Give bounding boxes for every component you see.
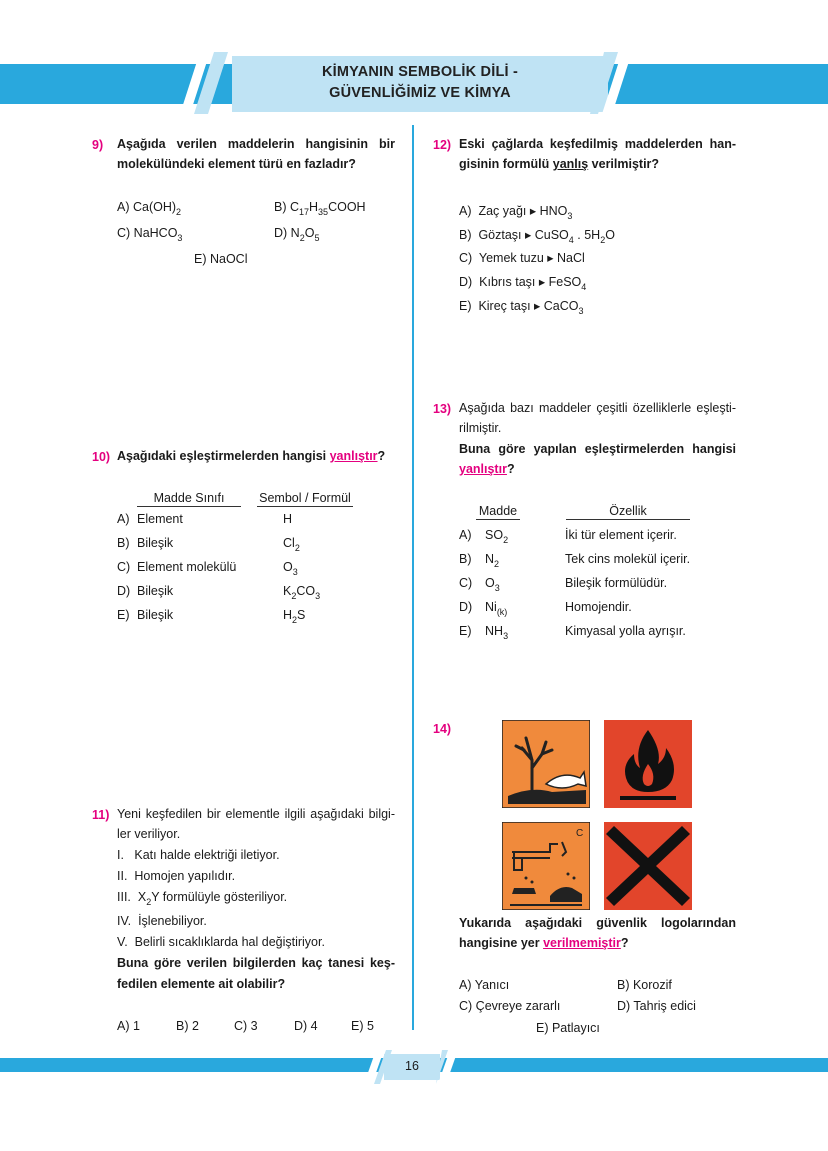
q9-option-d-mid: O: [304, 226, 315, 240]
q13-row-d-sub: (k): [496, 607, 508, 617]
q14-option-b[interactable]: B) Korozif: [617, 978, 672, 992]
q11-option-c[interactable]: C) 3: [234, 1019, 258, 1033]
q9-option-d-sub2: 5: [314, 233, 320, 243]
q11-text-line2: ler veriliyor.: [117, 827, 181, 841]
q13-row-e-formula: NH: [485, 624, 504, 638]
q10-formula-d: [283, 584, 320, 601]
q12-option-a-text: A) Zaç yağı ▸ HNO: [459, 204, 568, 218]
q12-option-b-sub2: 2: [600, 235, 606, 245]
q13-prop-c: Bileşik formülüdür.: [565, 576, 668, 590]
q13-text-line1: Aşağıda bazı maddeler çeşitli özelliklerle eşleşti-: [459, 401, 736, 415]
q13-row-b-formula: N: [485, 552, 495, 566]
q10-formula-d-sub1: 2: [291, 591, 297, 601]
q14-question-line1: Yukarıda aşağıdaki güvenlik logolarından: [459, 916, 736, 930]
q13-question-line1: Buna göre yapılan eşleştirmelerden hangisi: [459, 442, 736, 456]
q12-text-highlight: yanlış: [552, 157, 589, 171]
q11-option-a[interactable]: A) 1: [117, 1019, 140, 1033]
q10-formula-a: H: [283, 512, 293, 526]
column-divider: [412, 125, 414, 1030]
q11-item-4: IV. İşlenebiliyor.: [117, 914, 207, 928]
q10-formula-b-main: Cl: [283, 536, 295, 550]
q10-formula-b: [283, 536, 300, 553]
q12-text-post: verilmiştir?: [588, 157, 660, 171]
q9-option-b-text: B) C: [274, 200, 299, 214]
q12-option-e-text: E) Kireç taşı ▸ CaCO: [459, 299, 579, 313]
q11-item-3-sub: 2: [146, 897, 152, 907]
q14-question-post: ?: [620, 936, 629, 950]
header-slash-left: [180, 52, 240, 114]
q13-row-d[interactable]: [459, 600, 507, 617]
q14-number: 14): [433, 722, 452, 736]
q13-row-c-formula: O: [485, 576, 495, 590]
q12-option-d[interactable]: [459, 274, 586, 292]
q14-question-pre: hangisine yer: [459, 936, 544, 950]
q12-option-b-sub: 4: [568, 235, 574, 245]
q9-option-a-sub: 2: [176, 207, 182, 217]
q10-formula-e-h: H: [283, 608, 293, 622]
svg-text:C: C: [576, 828, 584, 839]
q12-option-a[interactable]: [459, 203, 572, 221]
q13-row-e-letter: E): [459, 624, 472, 638]
q10-row-d[interactable]: [117, 584, 173, 598]
q10-formula-c-main: O: [283, 560, 293, 574]
q11-number: 11): [92, 808, 110, 822]
q9-option-b-mid: H: [309, 200, 319, 214]
q10-row-a-letter: A): [117, 512, 130, 526]
page-title-line1: KİMYANIN SEMBOLİK DİLİ -: [322, 64, 518, 80]
q10-row-b-letter: B): [117, 536, 130, 550]
q14-question-line2: [459, 933, 629, 953]
q9-option-a-text: A) Ca(OH): [117, 200, 177, 214]
q12-option-a-sub: 3: [567, 211, 573, 221]
q10-formula-d-sub2: 3: [315, 591, 321, 601]
q9-option-d-sub1: 2: [299, 233, 305, 243]
q11-text-line1: Yeni keşfedilen bir elementle ilgili aşağıdaki bilgi-: [117, 807, 395, 821]
flammable-icon: [604, 720, 692, 808]
q10-row-b-class: Bileşik: [137, 536, 174, 550]
q11-option-e[interactable]: E) 5: [351, 1019, 374, 1033]
q12-option-b-end: O: [605, 228, 615, 242]
q13-row-a-formula: SO: [485, 528, 504, 542]
q9-option-b-sub2: 35: [318, 207, 329, 217]
q9-option-a[interactable]: [117, 200, 181, 217]
q14-option-a[interactable]: A) Yanıcı: [459, 978, 510, 992]
page-number: 16: [405, 1059, 419, 1073]
q10-row-a[interactable]: [117, 512, 183, 526]
q13-number: 13): [433, 402, 452, 416]
q11-item-1: I. Katı halde elektriği iletiyor.: [117, 848, 280, 862]
q9-option-d[interactable]: [274, 226, 319, 243]
q13-text-line2: rilmiştir.: [459, 421, 502, 435]
q13-row-a-sub: 2: [503, 535, 509, 545]
q10-formula-e: [283, 608, 305, 625]
q11-question-line1: Buna göre verilen bilgilerden kaç tanesi keş-: [117, 956, 395, 970]
q9-text-line2: molekülündeki element türü en fazladır?: [117, 157, 356, 171]
q13-prop-e: Kimyasal yolla ayrışır.: [565, 624, 686, 638]
q13-question-highlight: yanlıştır: [459, 462, 507, 476]
q10-row-e[interactable]: [117, 608, 173, 622]
q10-row-c-letter: C): [117, 560, 131, 574]
q14-question-highlight: verilmemiştir: [543, 936, 621, 950]
q10-text-pre: Aşağıdaki eşleştirmelerden hangisi: [117, 449, 330, 463]
q12-option-d-sub: 4: [581, 282, 587, 292]
q11-option-d[interactable]: D) 4: [294, 1019, 318, 1033]
q13-prop-a: İki tür element içerir.: [565, 528, 677, 542]
q13-row-c-letter: C): [459, 576, 473, 590]
q10-row-d-class: Bileşik: [137, 584, 174, 598]
q10-row-e-letter: E): [117, 608, 130, 622]
q10-col1-header: Madde Sınıfı: [137, 491, 241, 507]
q10-col2-header: Sembol / Formül: [257, 491, 353, 507]
q13-row-b-sub: 2: [494, 559, 500, 569]
q12-text-line1: Eski çağlarda keşfedilmiş maddelerden han-: [459, 137, 736, 151]
header-slash-right: [590, 52, 650, 114]
q13-col2-header: Özellik: [566, 504, 690, 520]
q9-text-line1: Aşağıda verilen maddelerin hangisinin bir: [117, 137, 395, 151]
q9-option-b-end: COOH: [328, 200, 366, 214]
q13-row-a-letter: A): [459, 528, 472, 542]
page-title-line2: GÜVENLİĞİMİZ VE KİMYA: [329, 85, 511, 101]
q10-row-d-letter: D): [117, 584, 131, 598]
q9-option-e[interactable]: E) NaOCl: [194, 252, 248, 266]
q13-row-b-letter: B): [459, 552, 472, 566]
q9-number: 9): [92, 138, 104, 152]
q10-text-highlight: yanlıştır: [329, 449, 378, 463]
q13-row-c[interactable]: [459, 576, 500, 593]
q12-option-c[interactable]: C) Yemek tuzu ▸ NaCl: [459, 251, 585, 265]
q13-prop-b: Tek cins molekül içerir.: [565, 552, 691, 566]
q10-row-b[interactable]: [117, 536, 173, 550]
q10-row-c[interactable]: [117, 560, 236, 574]
q10-formula-d-co: CO: [296, 584, 316, 598]
q10-formula-e-sub: 2: [292, 615, 298, 625]
q10-row-e-class: Bileşik: [137, 608, 174, 622]
q13-row-d-formula: Ni: [485, 600, 497, 614]
q12-option-b[interactable]: [459, 227, 615, 245]
q13-question-line2: [459, 459, 515, 479]
q10-formula-e-s: S: [297, 608, 306, 622]
q11-item-3-pre: III. X: [117, 890, 147, 904]
q10-formula-d-k: K: [283, 584, 292, 598]
q14-option-c[interactable]: C) Çevreye zararlı: [459, 999, 561, 1013]
q11-item-3: [117, 887, 287, 912]
q12-option-d-text: D) Kıbrıs taşı ▸ FeSO: [459, 275, 582, 289]
q10-formula-b-sub: 2: [294, 543, 300, 553]
q12-option-e-sub: 3: [578, 306, 584, 316]
q9-option-c[interactable]: [117, 226, 182, 243]
q10-text-post: ?: [377, 449, 386, 463]
q13-row-c-sub: 3: [494, 583, 500, 593]
q11-item-3-post: Y formülüyle gösteriliyor.: [151, 890, 288, 904]
q9-option-d-text: D) N: [274, 226, 300, 240]
q13-row-d-letter: D): [459, 600, 473, 614]
q12-text-line2: [459, 154, 659, 174]
q9-option-b[interactable]: [274, 200, 366, 217]
q13-prop-d: Homojendir.: [565, 600, 632, 614]
q13-row-a[interactable]: [459, 528, 508, 545]
environment-hazard-icon: [502, 720, 590, 808]
q12-number: 12): [433, 138, 452, 152]
q10-formula-c: [283, 560, 298, 577]
q13-row-b[interactable]: [459, 552, 499, 569]
q10-text: [117, 446, 385, 466]
q12-option-b-text: B) Göztaşı ▸ CuSO: [459, 228, 569, 242]
q9-option-b-sub1: 17: [299, 207, 310, 217]
q10-row-a-class: Element: [137, 512, 183, 526]
q13-row-e[interactable]: [459, 624, 508, 641]
irritant-icon: [604, 822, 692, 910]
q10-formula-c-sub: 3: [292, 567, 298, 577]
q11-question-line2: fedilen elemente ait olabilir?: [117, 977, 286, 991]
q12-option-b-mid: . 5H: [573, 228, 601, 242]
q13-question-post: ?: [506, 462, 515, 476]
q13-col1-header: Madde: [476, 504, 520, 520]
footer-slash-right: [436, 1050, 466, 1084]
q14-option-e[interactable]: E) Patlayıcı: [536, 1021, 600, 1035]
q11-item-5: V. Belirli sıcaklıklarda hal değiştiriyor.: [117, 935, 325, 949]
q11-option-b[interactable]: B) 2: [176, 1019, 199, 1033]
q9-option-c-text: C) NaHCO: [117, 226, 178, 240]
corrosive-icon: [502, 822, 590, 910]
q9-option-c-sub: 3: [177, 233, 183, 243]
q12-text-pre: gisinin formülü: [459, 157, 553, 171]
q13-row-e-sub: 3: [503, 631, 509, 641]
q10-row-c-class: Element molekülü: [137, 560, 237, 574]
q10-number: 10): [92, 450, 111, 464]
q14-option-d[interactable]: D) Tahriş edici: [617, 999, 696, 1013]
q11-item-2: II. Homojen yapılıdır.: [117, 869, 236, 883]
q12-option-e[interactable]: [459, 298, 584, 316]
